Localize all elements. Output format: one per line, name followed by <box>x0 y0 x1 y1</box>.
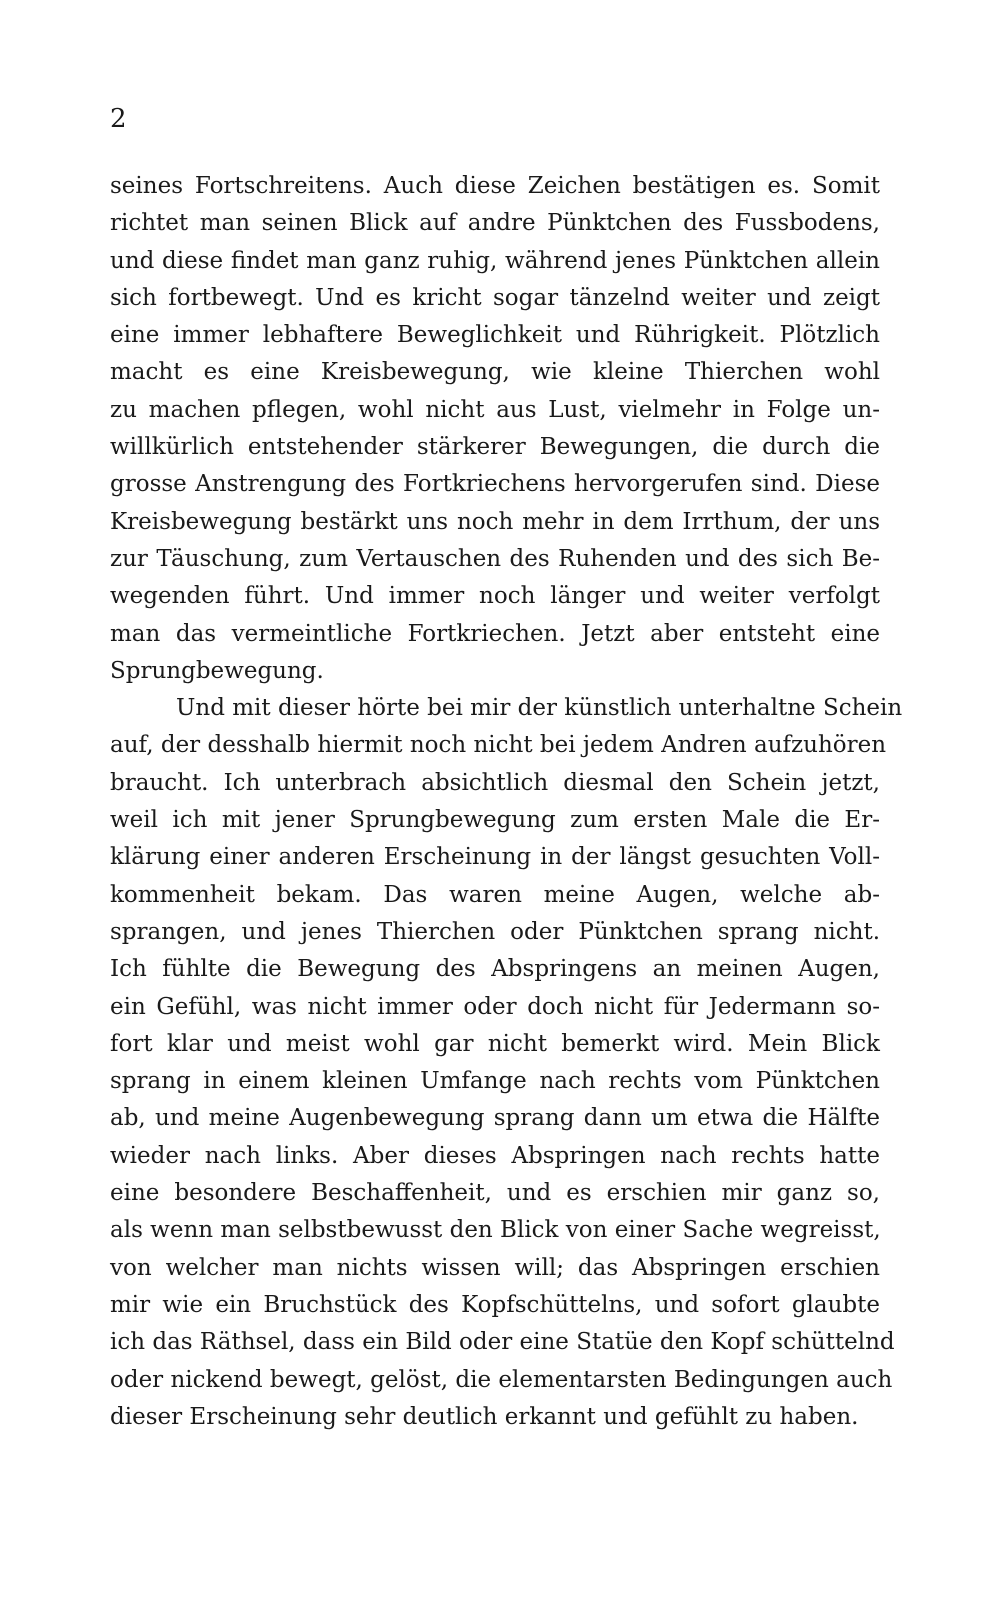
text-line: willkürlich entstehender stärkerer Bewegungen, die durch die <box>110 434 880 461</box>
text-line: eine immer lebhaftere Beweglichkeit und Rührigkeit. Plötzlich <box>110 322 880 349</box>
text-line: seines Fortschreitens. Auch diese Zeichen bestätigen es. Somit <box>110 173 880 199</box>
text-line: macht es eine Kreisbewegung, wie kleine Thierchen wohl <box>110 359 880 386</box>
paragraph-1 <box>110 168 880 690</box>
text-line: richtet man seinen Blick auf andre Pünktchen des Fussbodens, <box>110 210 880 237</box>
text-line: eine besondere Beschaffenheit, und es erschien mir ganz so, <box>110 1180 880 1207</box>
text-line: Ich fühlte die Bewegung des Abspringens an meinen Augen, <box>110 956 880 983</box>
text-line: sprangen, und jenes Thierchen oder Pünktchen sprang nicht. <box>110 918 880 945</box>
text-line: braucht. Ich unterbrach absichtlich diesmal den Schein jetzt, <box>110 769 880 796</box>
paragraph-2 <box>110 690 903 1436</box>
text-line: grosse Anstrengung des Fortkriechens hervorgerufen sind. Diese <box>110 471 880 498</box>
text-line: zu machen pflegen, wohl nicht aus Lust, vielmehr in Folge un- <box>110 396 880 423</box>
text-line: kommenheit bekam. Das waren meine Augen, welche ab- <box>110 881 880 908</box>
text-line: wegenden führt. Und immer noch länger und weiter verfolgt <box>110 583 880 610</box>
text-line: Und mit dieser hörte bei mir der künstlich unterhaltne Schein <box>176 695 903 722</box>
text-line: klärung einer anderen Erscheinung in der längst gesuchten Voll- <box>110 844 880 871</box>
text-line: sprang in einem kleinen Umfange nach rechts vom Pünktchen <box>110 1068 880 1095</box>
body-text <box>110 168 903 1436</box>
page-number: 2 <box>110 104 127 134</box>
text-line: wieder nach links. Aber dieses Abspringen nach rechts hatte <box>110 1142 880 1169</box>
text-line: zur Täuschung, zum Vertauschen des Ruhenden und des sich Be- <box>110 545 880 572</box>
text-line: man das vermeintliche Fortkriechen. Jetzt aber entsteht eine <box>110 620 880 647</box>
text-line: auf, der desshalb hiermit noch nicht bei jedem Andren aufzuhören <box>110 732 887 759</box>
text-line: ein Gefühl, was nicht immer oder doch nicht für Jedermann so- <box>110 993 880 1020</box>
text-line: Kreisbewegung bestärkt uns noch mehr in dem Irrthum, der uns <box>110 508 880 535</box>
text-line: oder nickend bewegt, gelöst, die elementarsten Bedingungen auch <box>110 1366 893 1393</box>
text-line: dieser Erscheinung sehr deutlich erkannt und gefühlt zu haben. <box>110 1403 859 1430</box>
text-line: von welcher man nichts wissen will; das Abspringen erschien <box>110 1254 880 1281</box>
text-line: fort klar und meist wohl gar nicht bemerkt wird. Mein Blick <box>110 1030 880 1057</box>
text-line: und diese findet man ganz ruhig, während jenes Pünktchen allein <box>110 247 880 274</box>
text-line: weil ich mit jener Sprungbewegung zum ersten Male die Er- <box>110 807 880 834</box>
text-line: mir wie ein Bruchstück des Kopfschüttelns, und sofort glaubte <box>110 1291 880 1318</box>
text-line: ab, und meine Augenbewegung sprang dann um etwa die Hälfte <box>110 1105 880 1132</box>
text-line: sich fortbewegt. Und es kricht sogar tänzelnd weiter und zeigt <box>110 284 880 311</box>
text-line: als wenn man selbstbewusst den Blick von einer Sache wegreisst, <box>110 1217 881 1244</box>
text-line: Sprungbewegung. <box>110 657 324 684</box>
text-line: ich das Räthsel, dass ein Bild oder eine Statüe den Kopf schüttelnd <box>110 1329 895 1356</box>
